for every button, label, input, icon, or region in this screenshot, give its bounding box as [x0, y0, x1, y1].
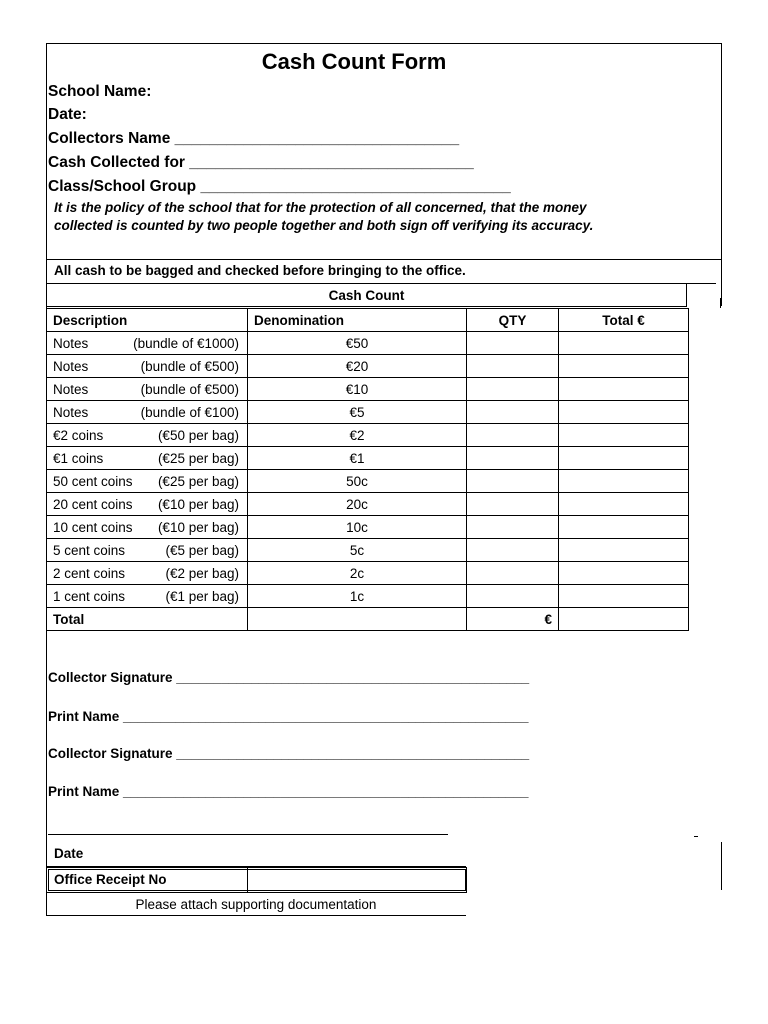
total-cell[interactable] — [559, 355, 689, 378]
office-receipt-label: Office Receipt No — [54, 872, 167, 887]
row-bundle: (€25 per bag) — [157, 473, 239, 489]
table-header-row — [47, 309, 689, 332]
row-type: Notes — [53, 358, 89, 374]
cash-count-table — [46, 308, 689, 631]
table-row — [47, 516, 689, 539]
row-bundle: (€5 per bag) — [165, 542, 239, 558]
denomination-cell: 50c — [248, 470, 467, 493]
header-total: Total € — [559, 309, 689, 332]
table-row — [47, 401, 689, 424]
total-cell[interactable] — [559, 585, 689, 608]
row-type: 5 cent coins — [53, 542, 126, 558]
row-type: Notes — [53, 335, 89, 351]
description-cell — [47, 562, 248, 585]
denomination-cell: 20c — [248, 493, 467, 516]
table-row — [47, 447, 689, 470]
denomination-cell: 10c — [248, 516, 467, 539]
total-cell[interactable] — [559, 539, 689, 562]
header-qty: QTY — [467, 309, 559, 332]
row-bundle: (bundle of €500) — [140, 358, 239, 374]
row-type: 10 cent coins — [53, 519, 133, 535]
row-bundle: (€1 per bag) — [165, 588, 239, 604]
total-cell[interactable] — [559, 401, 689, 424]
qty-cell[interactable] — [467, 378, 559, 401]
total-cell[interactable] — [559, 424, 689, 447]
qty-cell[interactable] — [467, 355, 559, 378]
collectors-name-field[interactable]: Collectors Name _________________________________ — [48, 130, 460, 147]
row-bundle: (€2 per bag) — [165, 565, 239, 581]
description-cell — [47, 424, 248, 447]
row-bundle: (bundle of €500) — [140, 381, 239, 397]
table-row — [47, 378, 689, 401]
bag-note: All cash to be bagged and checked before bringing to the office. — [54, 263, 466, 278]
policy-note — [54, 199, 654, 235]
print-name-2[interactable]: Print Name ______________________________________________________ — [48, 784, 529, 799]
date-label: Date — [54, 846, 84, 861]
qty-cell[interactable] — [467, 332, 559, 355]
row-type: 50 cent coins — [53, 473, 133, 489]
row-type: Notes — [53, 381, 89, 397]
table-row — [47, 332, 689, 355]
table-row — [47, 470, 689, 493]
qty-cell[interactable] — [467, 401, 559, 424]
row-type: 20 cent coins — [53, 496, 133, 512]
table-row — [47, 424, 689, 447]
denomination-cell: €2 — [248, 424, 467, 447]
row-type: 1 cent coins — [53, 588, 126, 604]
total-cell[interactable] — [559, 516, 689, 539]
description-cell — [47, 378, 248, 401]
school-name-field[interactable]: School Name: — [48, 83, 152, 100]
row-bundle: (bundle of €100) — [140, 404, 239, 420]
class-group-field[interactable]: Class/School Group ____________________________________ — [48, 178, 511, 195]
row-bundle: (€10 per bag) — [157, 519, 239, 535]
total-cell[interactable] — [559, 447, 689, 470]
description-cell — [47, 401, 248, 424]
qty-cell[interactable] — [467, 585, 559, 608]
office-receipt-input[interactable] — [249, 870, 464, 890]
qty-cell[interactable] — [467, 516, 559, 539]
qty-cell[interactable] — [467, 493, 559, 516]
stray-dash — [694, 836, 698, 837]
print-name-1[interactable]: Print Name ______________________________________________________ — [48, 709, 529, 724]
total-cell[interactable] — [559, 493, 689, 516]
denomination-cell: 1c — [248, 585, 467, 608]
table-row — [47, 355, 689, 378]
denomination-cell: 2c — [248, 562, 467, 585]
form-border-right — [721, 43, 722, 306]
policy-line: collected is counted by two people together and both sign off verifying its accuracy. — [54, 218, 594, 233]
qty-cell[interactable] — [467, 562, 559, 585]
description-cell — [47, 332, 248, 355]
divider — [46, 259, 722, 260]
qty-cell[interactable] — [467, 424, 559, 447]
total-cell[interactable] — [559, 470, 689, 493]
description-cell — [47, 447, 248, 470]
table-row — [47, 562, 689, 585]
description-cell — [47, 355, 248, 378]
denomination-cell: €50 — [248, 332, 467, 355]
row-type: €1 coins — [53, 450, 104, 466]
row-type: 2 cent coins — [53, 565, 126, 581]
qty-cell[interactable] — [467, 539, 559, 562]
description-cell — [47, 470, 248, 493]
total-cell[interactable] — [559, 378, 689, 401]
office-receipt-divider — [247, 867, 248, 893]
cash-collected-field[interactable]: Cash Collected for _________________________________ — [48, 154, 474, 171]
table-row — [47, 493, 689, 516]
total-currency: € — [467, 608, 559, 631]
denomination-cell: 5c — [248, 539, 467, 562]
row-bundle: (€10 per bag) — [157, 496, 239, 512]
row-bundle: (bundle of €1000) — [133, 335, 239, 351]
total-cell[interactable] — [559, 562, 689, 585]
total-denomination-cell — [248, 608, 467, 631]
cash-count-title: Cash Count — [328, 288, 405, 303]
form-border-top — [46, 43, 722, 44]
description-cell — [47, 585, 248, 608]
border-tick — [720, 298, 721, 308]
table-row — [47, 539, 689, 562]
table-row — [47, 585, 689, 608]
total-row — [47, 608, 689, 631]
total-cell[interactable] — [559, 332, 689, 355]
denomination-cell: €20 — [248, 355, 467, 378]
row-type: €2 coins — [53, 427, 104, 443]
description-cell — [47, 493, 248, 516]
denomination-cell: €5 — [248, 401, 467, 424]
qty-cell[interactable] — [467, 447, 559, 470]
header-denomination: Denomination — [248, 309, 467, 332]
date-signature-line[interactable] — [48, 834, 448, 835]
divider — [46, 915, 466, 916]
row-bundle: (€25 per bag) — [157, 450, 239, 466]
description-cell — [47, 516, 248, 539]
total-label: Total — [47, 608, 248, 631]
collector-signature-1[interactable]: Collector Signature _______________________________________________ — [48, 670, 530, 685]
denomination-cell: €1 — [248, 447, 467, 470]
border-tick — [721, 842, 722, 890]
row-type: Notes — [53, 404, 89, 420]
form-title: Cash Count Form — [261, 49, 447, 74]
collector-signature-2[interactable]: Collector Signature _______________________________________________ — [48, 746, 530, 761]
denomination-cell: €10 — [248, 378, 467, 401]
header-description: Description — [47, 309, 248, 332]
qty-cell[interactable] — [467, 470, 559, 493]
policy-line: It is the policy of the school that for the protection of all concerned, that the money — [54, 200, 587, 215]
row-bundle: (€50 per bag) — [157, 427, 239, 443]
date-field[interactable]: Date: — [48, 106, 87, 123]
description-cell — [47, 539, 248, 562]
grand-total-cell[interactable] — [559, 608, 689, 631]
attach-note: Please attach supporting documentation — [135, 897, 377, 912]
